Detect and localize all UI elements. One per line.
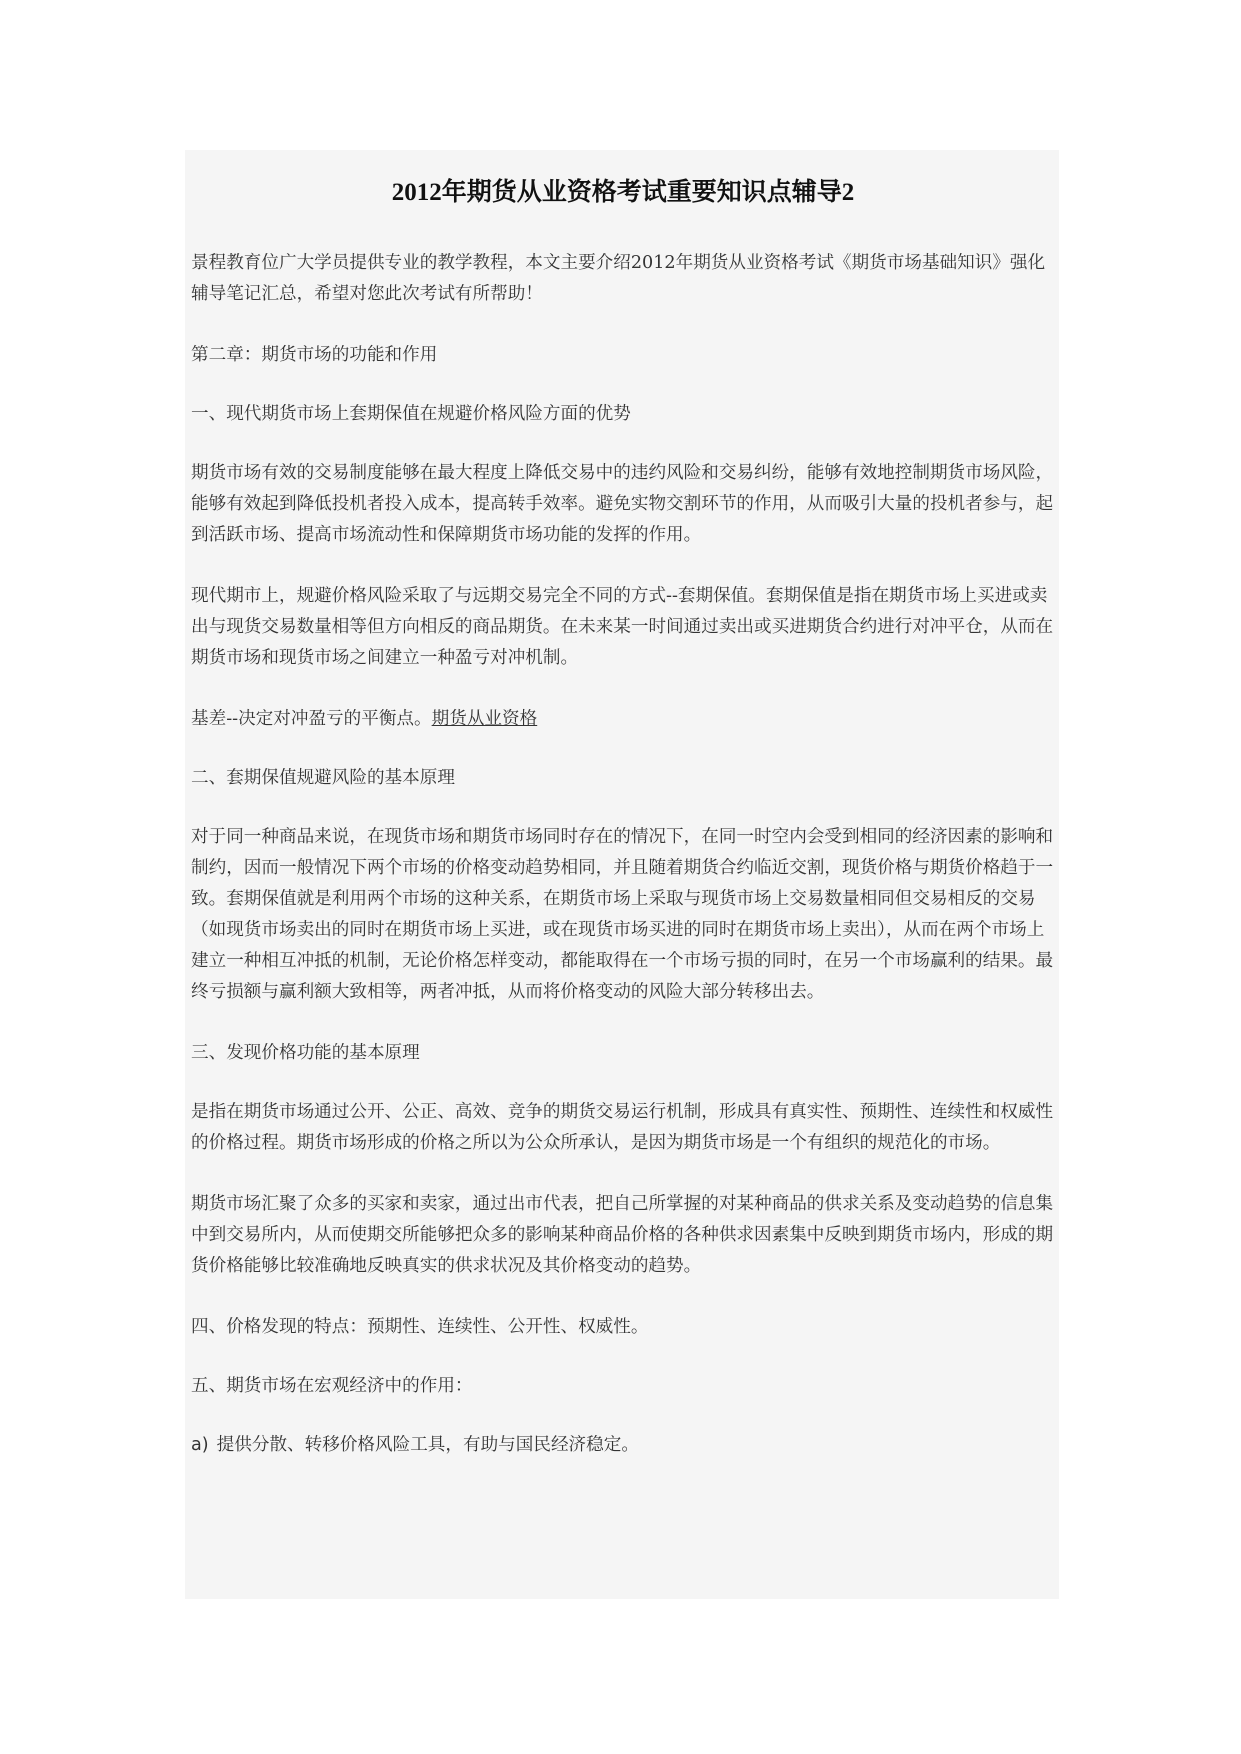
section-1-paragraph-2: 现代期市上，规避价格风险采取了与远期交易完全不同的方式--套期保值。套期保值是指在期货市场上买进或卖出与现货交易数量相等但方向相反的商品期货。在未来某一时间通过卖出或买进期货合约进行对冲平仓，从而在期货市场和现货市场之间建立一种盈亏对冲机制。: [191, 586, 1054, 668]
chapter-heading: 第二章：期货市场的功能和作用: [191, 345, 438, 365]
list-item-a: [191, 1430, 1055, 1461]
list-item-a-text: 提供分散、转移价格风险工具，有助与国民经济稳定。: [216, 1435, 639, 1455]
section-1-heading: 一、现代期货市场上套期保值在规避价格风险方面的优势: [191, 404, 631, 424]
basis-paragraph: [191, 704, 1055, 735]
section-2-paragraph: 对于同一种商品来说，在现货市场和期货市场同时存在的情况下，在同一时空内会受到相同的经济因素的影响和制约，因而一般情况下两个市场的价格变动趋势相同，并且随着期货合约临近交割，现货价格与期货价格趋于一致。套期保值就是利用两个市场的这种关系，在期货市场上采取与现货市场上交易数量相同但交易相反的交易（如现货市场卖出的同时在期货市场上买进，或在现货市场买进的同时在期货市场上卖出），从而在两个市场上建立一种相互冲抵的机制，无论价格怎样变动，都能取得在一个市场亏损的同时，在另一个市场赢利的结果。最终亏损额与赢利额大致相等，两者冲抵，从而将价格变动的风险大部分转移出去。: [191, 827, 1054, 1002]
section-5-heading: 五、期货市场在宏观经济中的作用：: [191, 1376, 473, 1396]
section-2-heading: 二、套期保值规避风险的基本原理: [191, 768, 455, 788]
document-content: [185, 150, 1059, 1599]
section-4-heading: 四、价格发现的特点：预期性、连续性、公开性、权威性。: [191, 1317, 649, 1337]
section-1-paragraph-1: 期货市场有效的交易制度能够在最大程度上降低交易中的违约风险和交易纠纷，能够有效地控制期货市场风险，能够有效起到降低投机者投入成本，提高转手效率。避免实物交割环节的作用，从而吸引大量的投机者参与，起到活跃市场、提高市场流动性和保障期货市场功能的发挥的作用。: [191, 463, 1054, 545]
document-title: 2012年期货从业资格考试重要知识点辅导2: [391, 179, 855, 206]
section-3-paragraph-1: 是指在期货市场通过公开、公正、高效、竞争的期货交易运行机制，形成具有真实性、预期性、连续性和权威性的价格过程。期货市场形成的价格之所以为公众所承认，是因为期货市场是一个有组织的规范化的市场。: [191, 1102, 1054, 1153]
intro-paragraph: 景程教育位广大学员提供专业的教学教程，本文主要介绍2012年期货从业资格考试《期货市场基础知识》强化辅导笔记汇总，希望对您此次考试有所帮助！: [191, 253, 1046, 304]
section-3-paragraph-2: 期货市场汇聚了众多的买家和卖家，通过出市代表，把自己所掌握的对某种商品的供求关系及变动趋势的信息集中到交易所内，从而使期交所能够把众多的影响某种商品价格的各种供求因素集中反映到期货市场内，形成的期货价格能够比较准确地反映真实的供求状况及其价格变动的趋势。: [191, 1194, 1054, 1276]
section-3-heading: 三、发现价格功能的基本原理: [191, 1043, 420, 1063]
basis-text: 基差--决定对冲盈亏的平衡点。: [191, 709, 432, 729]
list-item-a-marker: a): [191, 1435, 209, 1455]
futures-qualification-link[interactable]: 期货从业资格: [431, 709, 538, 729]
